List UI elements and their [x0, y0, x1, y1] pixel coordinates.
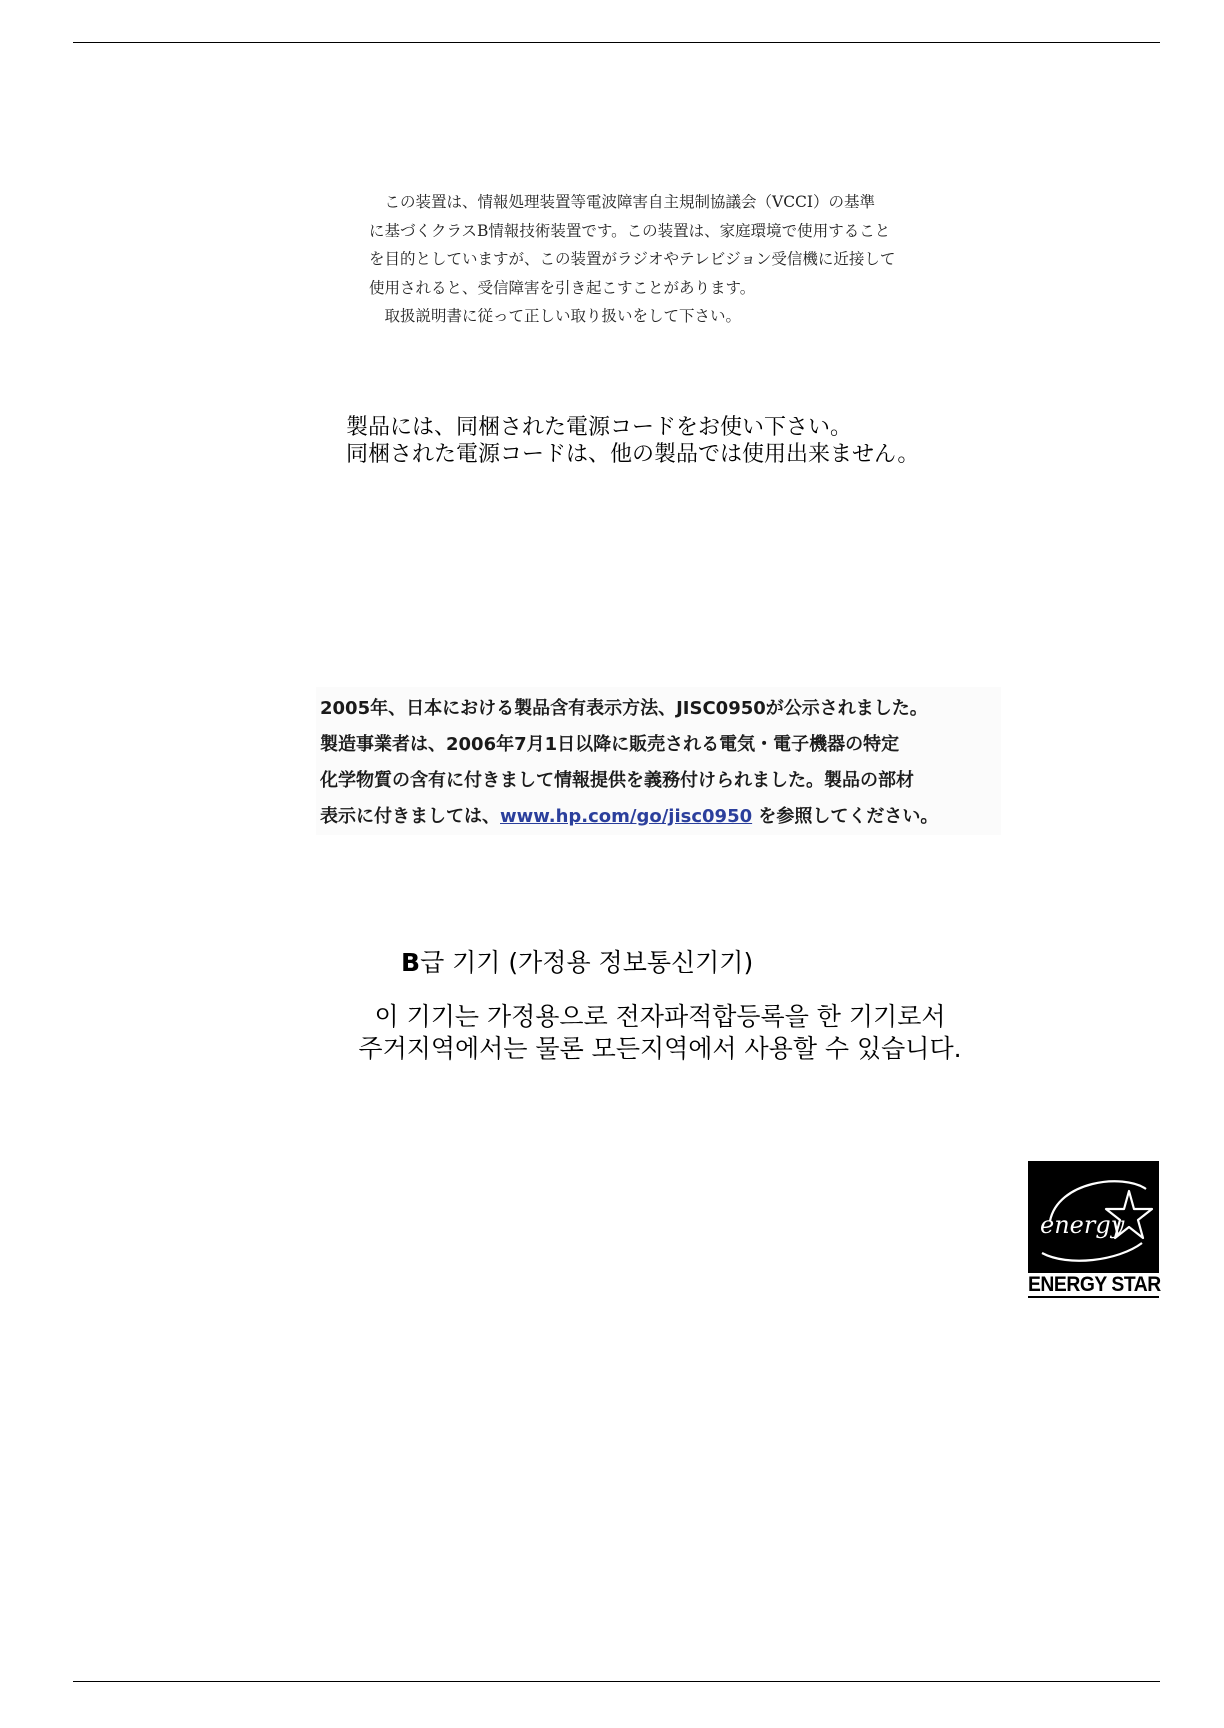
energy-star-icon — [1028, 1161, 1159, 1273]
jis-line: 製造事業者は、2006年7月1日以降に販売される電気・電子機器の特定 — [320, 734, 900, 755]
jisc0950-link[interactable]: www.hp.com/go/jisc0950 — [500, 806, 753, 827]
energy-star-logo — [1028, 1161, 1159, 1297]
class-letter: B — [401, 948, 421, 977]
jis-c0950-notice — [316, 687, 1001, 835]
jis-line-suffix: を参照してください。 — [752, 806, 939, 827]
energy-star-graphic — [1028, 1161, 1159, 1273]
korean-notice-body — [280, 1001, 1040, 1065]
power-cord-line: 製品には、同梱された電源コードをお使い下さい。 — [346, 415, 853, 440]
power-cord-notice — [346, 414, 919, 468]
energy-script-text: energy — [1040, 1211, 1125, 1239]
korean-line: 주거지역에서는 물론 모든지역에서 사용할 수 있습니다. — [358, 1034, 962, 1063]
korean-class-b-title — [401, 947, 753, 979]
jis-line-prefix: 表示に付きましては、 — [320, 806, 500, 827]
jis-line: 2005年、日本における製品含有表示方法、JISC0950が公示されました。 — [320, 698, 928, 719]
power-cord-line: 同梱された電源コードは、他の製品では使用出来ません。 — [346, 442, 920, 467]
top-rule — [73, 42, 1160, 43]
vcci-line: を目的としていますが、この装置がラジオやテレビジョン受信機に近接して — [369, 250, 896, 268]
jis-line — [320, 799, 1001, 835]
vcci-notice — [369, 188, 949, 331]
vcci-line: この装置は、情報処理装置等電波障害自主規制協議会（VCCI）の基準 — [369, 193, 876, 211]
vcci-line: に基づくクラスB情報技術装置です。この装置は、家庭環境で使用すること — [369, 221, 891, 240]
vcci-line: 取扱説明書に従って正しい取り扱いをして下さい。 — [369, 307, 742, 325]
vcci-line: 使用されると、受信障害を引き起こすことがあります。 — [369, 278, 756, 297]
jis-line: 化学物質の含有に付きまして情報提供を義務付けられました。製品の部材 — [320, 770, 914, 791]
energy-star-label: ENERGY STAR — [1028, 1273, 1161, 1296]
energy-star-underline — [1028, 1296, 1159, 1298]
bottom-rule — [73, 1681, 1160, 1682]
korean-line: 이 기기는 가정용으로 전자파적합등록을 한 기기로서 — [374, 1002, 946, 1031]
class-title-text: 급 기기 (가정용 정보통신기기) — [420, 948, 754, 977]
